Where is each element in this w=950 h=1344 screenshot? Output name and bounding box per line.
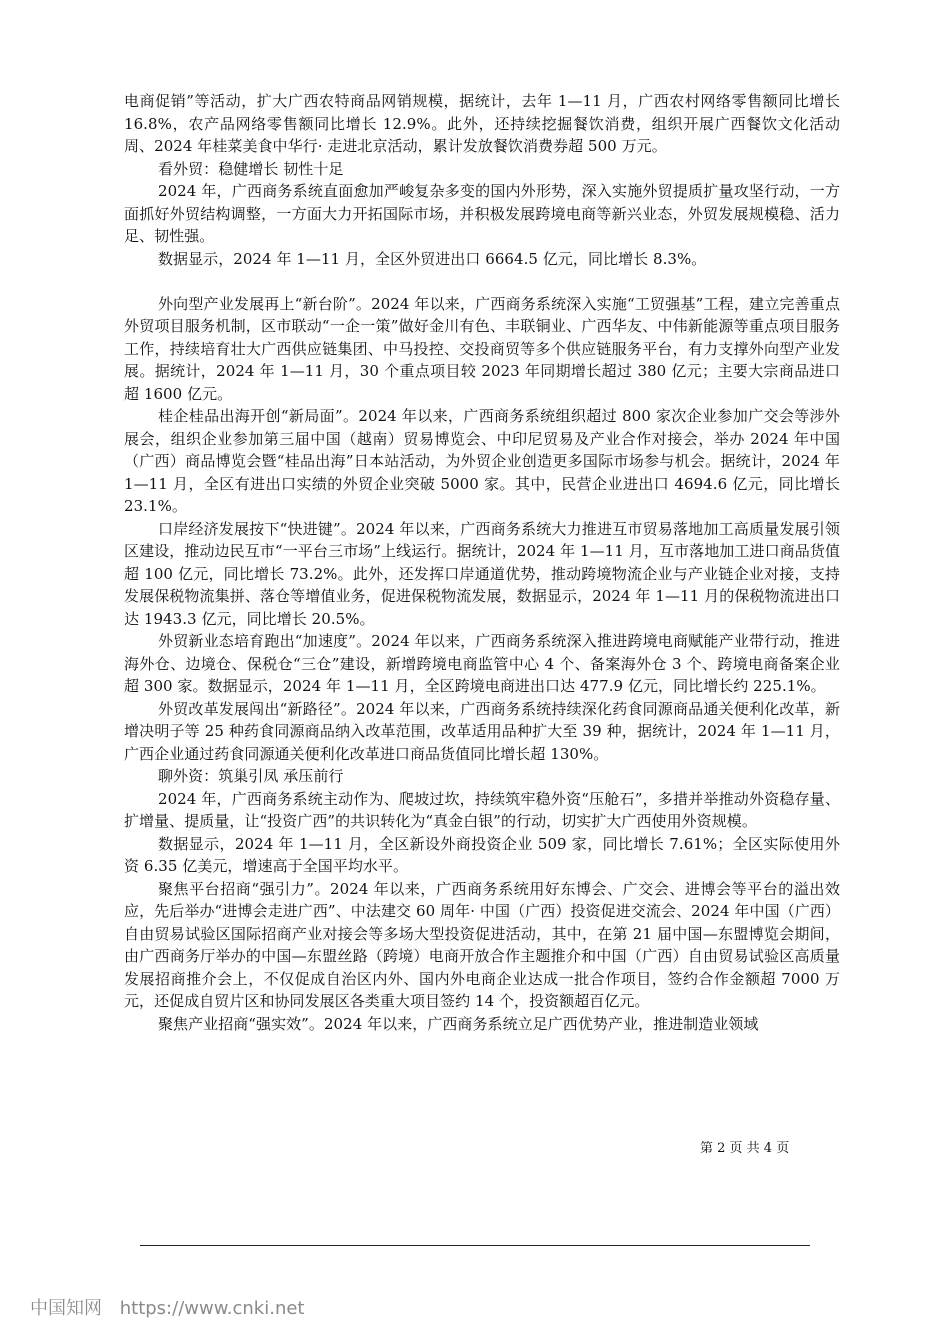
footer-divider xyxy=(140,1245,810,1246)
watermark-url: https://www.cnki.net xyxy=(119,1298,305,1319)
paragraph: 数据显示，2024 年 1—11 月，全区外贸进出口 6664.5 亿元，同比增长 8.3%。 xyxy=(158,249,707,268)
paragraph: 桂企桂品出海开创“新局面”。2024 年以来，广西商务系统组织超过 800 家次企业参加广交会等涉外展会，组织企业参加第三届中国（越南）贸易博览会、中印尼贸易及产业合作对接会，举办 2024 年中国（广西）商品博览会暨“桂品出海”日本站活动，为外贸企业创造更多国际市场参与机会。据统计，2024 年 1—11 月，全区有进出口实绩的外贸企业突破 5000 家。其中，民营企业进出口 4694.6 亿元，同比增长 23.1%。 xyxy=(124,407,840,515)
paragraph: 聚焦平台招商“强引力”。2024 年以来，广西商务系统用好东博会、广交会、进博会等平台的溢出效应，先后举办“进博会走进广西”、中法建交 60 周年· 中国（广西）投资促进交流会、2024 年中国（广西）自由贸易试验区国际招商产业对接会等多场大型投资促进活动，其中，在第 21 届中国—东盟博览会期间，由广西商务厅举办的中国—东盟丝路（跨境）电商开放合作主题推介和中国（广西）自由贸易试验区高质量发展招商推介会上，不仅促成自治区内外、国内外电商企业达成一批合作项目，签约合作金额超 7000 万元，还促成自贸片区和协同发展区各类重大项目签约 14 个，投资额超百亿元。 xyxy=(124,879,840,1010)
paragraph: 口岸经济发展按下“快进键”。2024 年以来，广西商务系统大力推进互市贸易落地加工高质量发展引领区建设，推动边民互市“一平台三市场”上线运行。据统计，2024 年 1—11 月，互市落地加工进口商品货值超 100 亿元，同比增长 73.2%。此外，还发挥口岸通道优势，推动跨境物流企业与产业链企业对接，支持发展保税物流集拼、落仓等增值业务，促进保税物流发展，数据显示，2024 年 1—11 月的保税物流进出口达 1943.3 亿元，同比增长 20.5%。 xyxy=(124,519,840,628)
paragraph: 数据显示，2024 年 1—11 月，全区新设外商投资企业 509 家，同比增长 7.61%；全区实际使用外资 6.35 亿美元，增速高于全国平均水平。 xyxy=(124,834,840,875)
paragraph: 外贸新业态培育跑出“加速度”。2024 年以来，广西商务系统深入推进跨境电商赋能产业带行动，推进海外仓、边境仓、保税仓“三仓”建设，新增跨境电商监管中心 4 个、备案海外仓 3 个、跨境电商备案企业超 300 家。数据显示，2024 年 1—11 月，全区跨境电商进出口达 477.9 亿元，同比增长约 225.1%。 xyxy=(124,632,840,695)
watermark xyxy=(30,1294,304,1320)
page-number: 第 2 页 共 4 页 xyxy=(700,1141,790,1156)
document-body xyxy=(124,90,840,1035)
section-heading-foreign-trade: 看外贸：稳健增长 韧性十足 xyxy=(158,159,344,178)
paragraph: 外向型产业发展再上“新台阶”。2024 年以来，广西商务系统深入实施“工贸强基”工程，建立完善重点外贸项目服务机制，区市联动“一企一策”做好金川有色、丰联铜业、广西华友、中伟新能源等重点项目服务工作，持续培育壮大广西供应链集团、中马投控、交投商贸等多个供应链服务平台，有力支撑外向型产业发展。据统计，2024 年 1—11 月，30 个重点项目较 2023 年同期增长超过 380 亿元；主要大宗商品进口超 1600 亿元。 xyxy=(124,294,840,403)
paragraph: 外贸改革发展闯出“新路径”。2024 年以来，广西商务系统持续深化药食同源商品通关便利化改革，新增决明子等 25 种药食同源商品纳入改革范围，改革适用品种扩大至 39 种，据统计，2024 年 1—11 月，广西企业通过药食同源通关便利化改革进口商品货值同比增长超 130%。 xyxy=(124,699,840,763)
paragraph: 2024 年，广西商务系统主动作为、爬坡过坎，持续筑牢稳外资“压舱石”，多措并举推动外资稳存量、扩增量、提质量，让“投资广西”的共识转化为“真金白银”的行动，切实扩大广西使用外资规模。 xyxy=(124,789,840,830)
paragraph: 电商促销”等活动，扩大广西农特商品网销规模，据统计，去年 1—11 月，广西农村网络零售额同比增长 16.8%，农产品网络零售额同比增长 12.9%。此外，还持续挖掘餐饮消费，组织开展广西餐饮文化活动周、2024 年桂菜美食中华行· 走进北京活动，累计发放餐饮消费券超 500 万元。 xyxy=(124,92,840,155)
paragraph: 聚焦产业招商“强实效”。2024 年以来，广西商务系统立足广西优势产业，推进制造业领域 xyxy=(158,1014,759,1033)
watermark-brand: 中国知网 xyxy=(30,1298,102,1319)
section-heading-foreign-investment: 聊外资：筑巢引凤 承压前行 xyxy=(158,767,344,785)
blank-line xyxy=(124,270,840,293)
paragraph: 2024 年，广西商务系统直面愈加严峻复杂多变的国内外形势，深入实施外贸提质扩量攻坚行动，一方面抓好外贸结构调整，一方面大力开拓国际市场，并积极发展跨境电商等新兴业态，外贸发展规模稳、活力足、韧性强。 xyxy=(124,182,840,245)
